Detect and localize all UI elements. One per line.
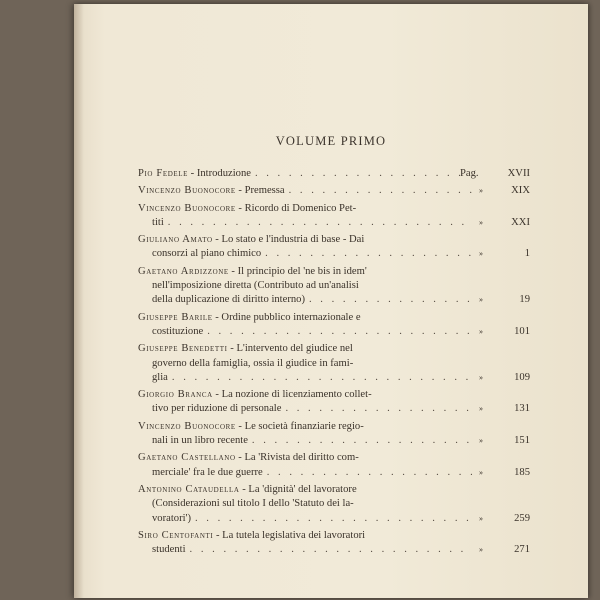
toc-entry [138,233,530,262]
toc-author: Vincenzo Buonocore [138,420,236,432]
toc-entry [138,184,530,198]
toc-title-text: La nozione di licenziamento collet- [221,389,372,401]
toc-separator: - [235,420,245,432]
page-number: XIX [511,185,530,197]
toc-entry-line [138,512,530,526]
toc-separator: - [212,311,222,323]
toc-title-text: voratori') [152,512,191,524]
page-marker: » [479,295,483,305]
toc-title-text: Le società finanziarie regio- [244,420,364,432]
page-marker: » [479,436,483,446]
page-marker: » [479,467,483,477]
page-number: 151 [514,435,530,447]
toc-title-text: (Considerazioni sul titolo I dello 'Statuto dei la- [152,498,354,510]
page-number: 109 [514,371,530,383]
toc-separator: - [227,343,237,355]
toc-title-text: Ricordo di Domenico Pet- [244,202,357,214]
dot-leader [263,466,472,480]
toc-author: Gaetano Ardizzone [138,265,229,277]
page-marker: » [479,404,483,414]
toc-entry [138,420,530,449]
toc-entry [138,167,530,181]
toc-entry-line [138,420,530,434]
table-of-contents [138,167,530,560]
toc-entry-line [138,466,530,480]
toc-entry-line [138,451,530,465]
toc-entry [138,529,530,558]
toc-entry-line [138,279,530,293]
toc-author: Gaetano Castellano [138,452,236,464]
toc-title-text: Il principio del 'ne bis in idem' [237,265,367,277]
page-number: 271 [514,544,530,556]
page-number: 101 [514,325,530,337]
dot-leader [285,184,472,198]
dot-leader [305,293,472,307]
toc-title-text: costituzione [152,325,204,337]
toc-title-text: titi [152,216,164,228]
toc-author: Giuseppe Benedetti [138,343,228,355]
toc-entry-line [138,434,530,448]
toc-author: Siro Centofanti [138,529,214,541]
toc-separator: - [235,202,245,214]
toc-separator: - [235,452,245,464]
volume-title: VOLUME PRIMO [275,134,387,148]
toc-title-text: merciale' fra le due guerre [152,466,263,478]
page-marker: » [479,513,483,523]
toc-entry-line [138,233,530,247]
toc-entry-line [138,342,530,356]
dot-leader [251,167,460,181]
toc-entry-line [138,202,530,216]
toc-entry-line [138,371,530,385]
toc-entry-line [138,357,530,371]
toc-title-text: Introduzione [196,168,251,179]
dot-leader [186,543,472,557]
page-marker: Pag. [460,168,479,179]
toc-author: Giuseppe Barile [138,311,213,323]
page-number: 19 [519,294,530,306]
toc-entry [138,265,530,308]
toc-title-text: della duplicazione di diritto interno) [152,294,305,306]
page-marker: » [479,217,483,227]
toc-entry-line [138,325,530,339]
toc-entry [138,388,530,417]
page-number: XXI [511,216,530,228]
toc-title-text: nali in un libro recente [152,435,248,447]
toc-title-text: studenti [152,544,186,556]
page-marker: » [479,186,483,196]
toc-separator: - [187,168,197,179]
toc-separator: - [213,529,223,541]
toc-entry-line [138,247,530,261]
toc-title-text: consorzi al piano chimico [152,248,262,260]
toc-title-text: glia [152,371,168,383]
toc-entry-line [138,311,530,325]
toc-entry [138,311,530,340]
toc-author: Giorgio Branca [138,389,213,401]
toc-entry-line [138,402,530,416]
toc-author: Vincenzo Buonocore [138,202,236,214]
toc-entry-line [138,497,530,511]
toc-separator: - [212,389,222,401]
toc-entry [138,483,530,526]
toc-entry-line [138,216,530,230]
toc-separator: - [228,265,238,277]
page-marker: » [479,372,483,382]
toc-author: Antonino Cataudella [138,483,240,495]
dot-leader [281,402,472,416]
page-number: 185 [514,466,530,478]
page-marker: » [479,326,483,336]
toc-title-text: La tutela legislativa dei lavoratori [222,529,366,541]
toc-author: Pio Fedele [138,168,188,179]
toc-title-text: La 'dignità' del lavoratore [248,483,357,495]
toc-entry [138,202,530,231]
toc-author: Giuliano Amato [138,234,213,246]
dot-leader [203,325,472,339]
page-marker: » [479,545,483,555]
toc-title-text: nell'imposizione diretta (Contributo ad un'analisi [152,280,359,292]
toc-title-text: Lo stato e l'industria di base - Dai [221,234,365,246]
toc-entry-line [138,184,530,198]
toc-separator: - [212,234,222,246]
toc-title-text: L'intervento del giudice nel [236,343,353,355]
dot-leader [168,371,472,385]
toc-title-text: tivo per riduzione di personale [152,403,282,415]
page-binding-shadow [74,4,84,598]
toc-entry [138,451,530,480]
toc-entry-line [138,388,530,402]
toc-entry [138,342,530,385]
toc-title-text: governo della famiglia, ossia il giudice in fami- [152,357,354,369]
page-number: 1 [524,248,530,260]
toc-title-text: Premessa [244,185,285,197]
toc-entry-line [138,265,530,279]
dot-leader [164,216,472,230]
toc-entry-line [138,293,530,307]
page-marker: » [479,249,483,259]
toc-author: Vincenzo Buonocore [138,185,236,197]
toc-entry-line [138,529,530,543]
dot-leader [191,512,472,526]
toc-separator: - [239,483,249,495]
toc-entry-line [138,543,530,557]
dot-leader [248,434,472,448]
book-page [74,4,588,598]
page-number: 259 [514,512,530,524]
toc-title-text: Ordine pubblico internazionale e [221,311,361,323]
dot-leader [261,247,472,261]
page-number: XVII [507,168,530,179]
toc-title-text: La 'Rivista del diritto com- [244,452,359,464]
toc-entry-line [138,483,530,497]
page-number: 131 [514,403,530,415]
toc-separator: - [235,185,245,197]
toc-entry-line [138,167,530,181]
